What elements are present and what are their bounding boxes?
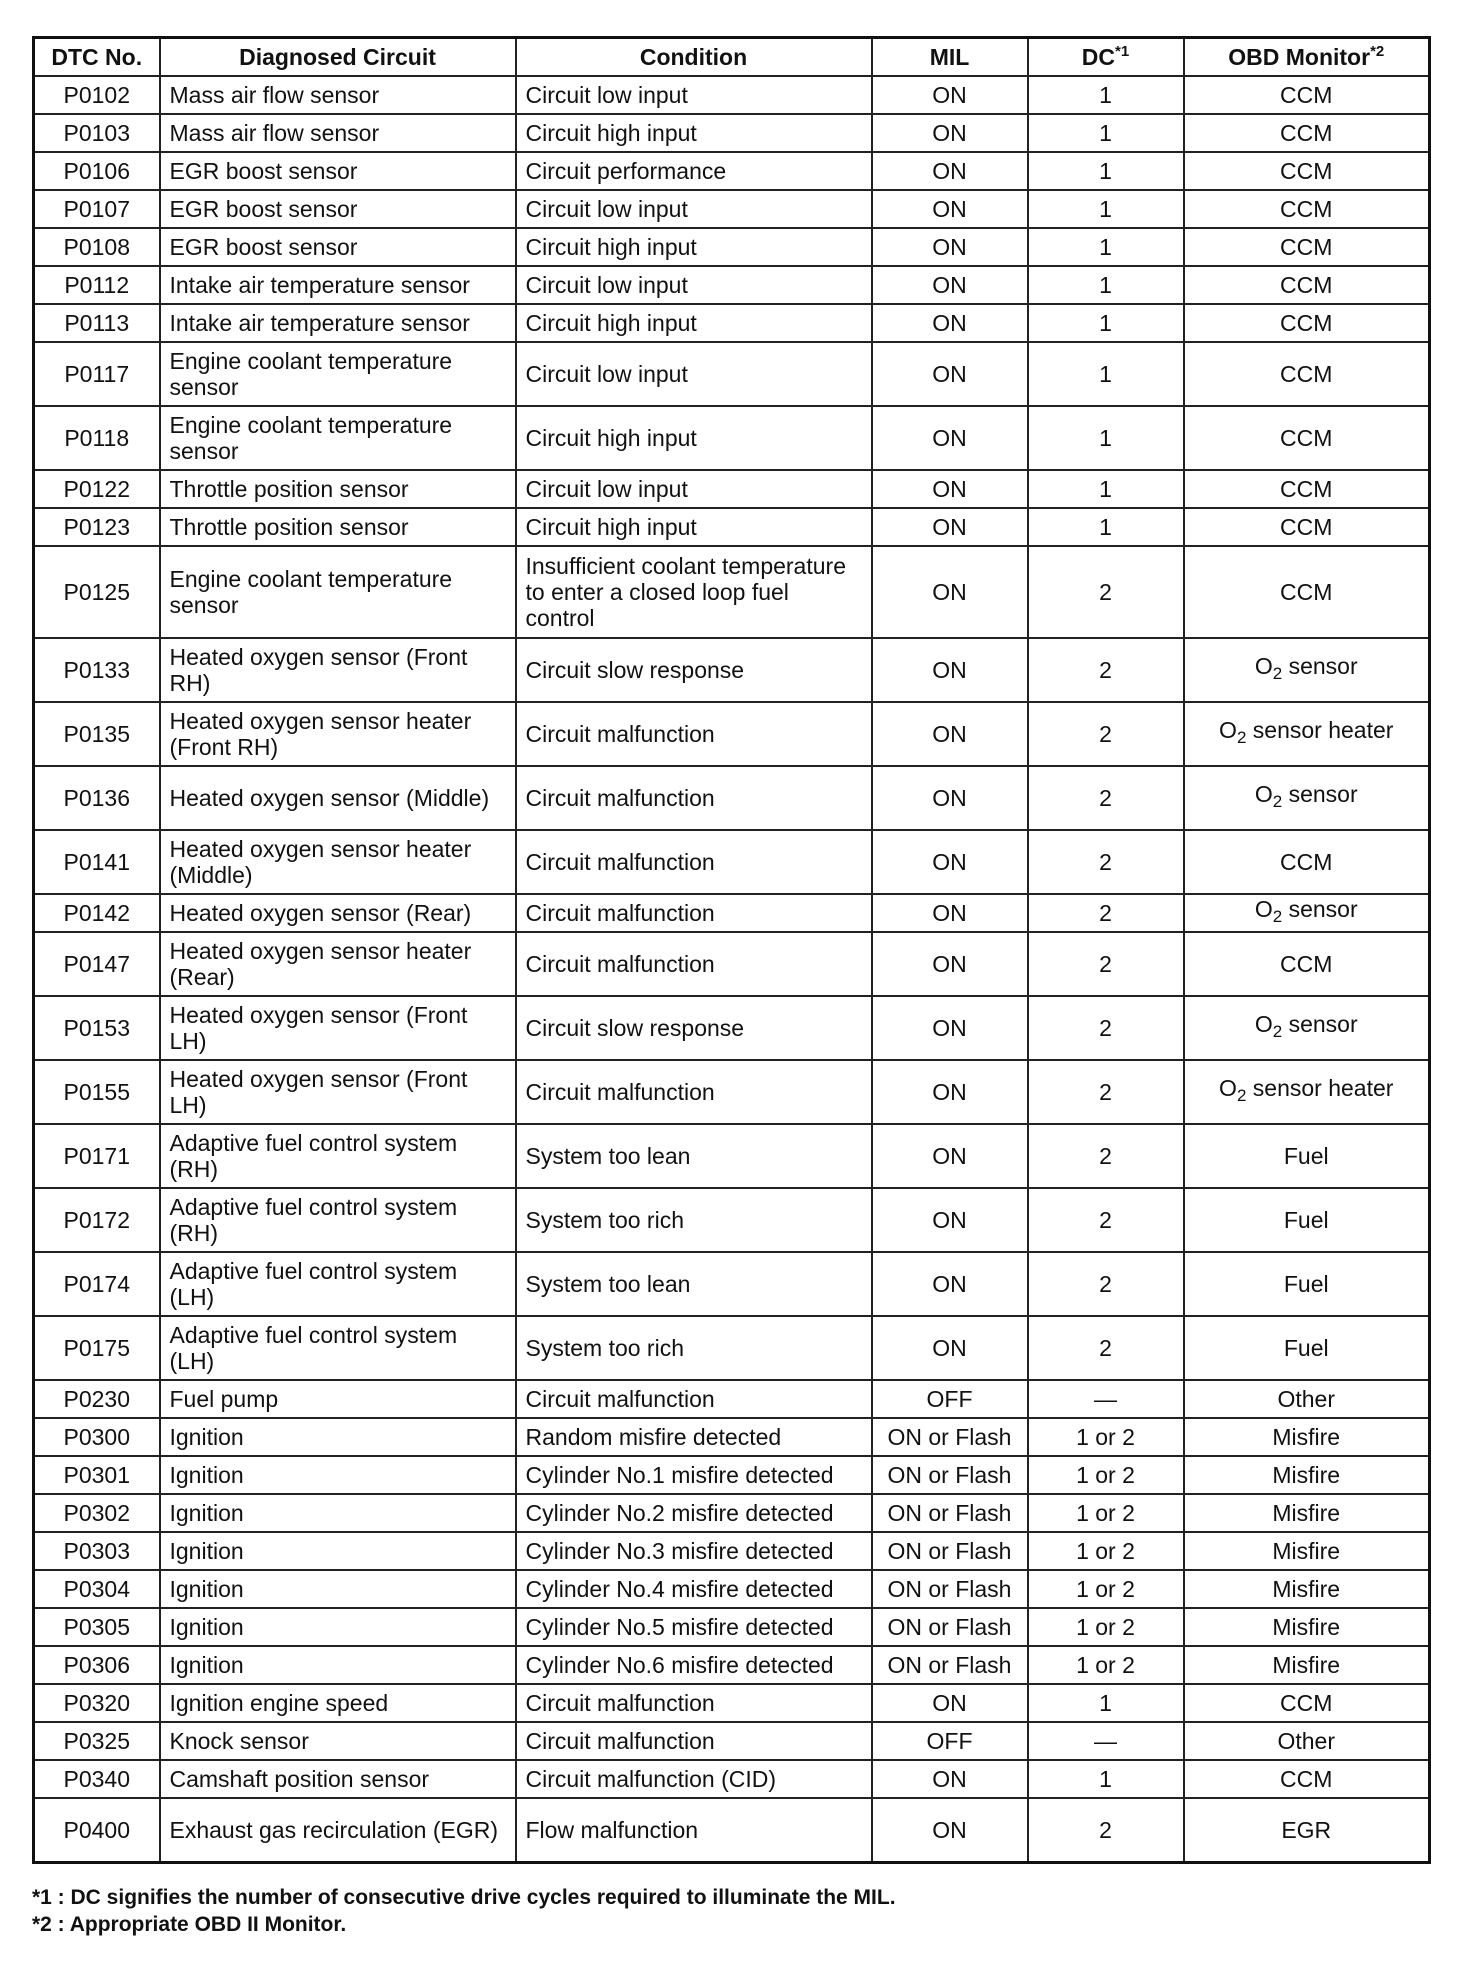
header-dc-footnote-ref: *1	[1115, 43, 1130, 60]
obd-monitor-cell: CCM	[1184, 114, 1430, 152]
condition-cell: Circuit malfunction	[516, 932, 872, 996]
dtc-code-cell: P0304	[34, 1570, 160, 1608]
obd-monitor-cell: CCM	[1184, 1684, 1430, 1722]
header-mil: MIL	[872, 38, 1028, 77]
dc-cell: 1	[1028, 406, 1184, 470]
dc-cell: —	[1028, 1722, 1184, 1760]
table-row	[34, 932, 1430, 996]
dc-cell: 1 or 2	[1028, 1418, 1184, 1456]
dtc-table-body	[34, 76, 1430, 1863]
condition-cell: Circuit performance	[516, 152, 872, 190]
diagnosed-circuit-cell: EGR boost sensor	[160, 228, 516, 266]
dtc-code-cell: P0133	[34, 638, 160, 702]
table-row	[34, 830, 1430, 894]
mil-cell: ON	[872, 508, 1028, 546]
dtc-code-cell: P0305	[34, 1608, 160, 1646]
obd-monitor-cell: CCM	[1184, 546, 1430, 638]
table-row	[34, 996, 1430, 1060]
mil-cell: ON	[872, 190, 1028, 228]
obd-monitor-cell: CCM	[1184, 76, 1430, 114]
dtc-code-cell: P0107	[34, 190, 160, 228]
obd-monitor-cell: CCM	[1184, 932, 1430, 996]
table-row	[34, 702, 1430, 766]
mil-cell: ON	[872, 996, 1028, 1060]
table-row	[34, 1722, 1430, 1760]
mil-cell: ON or Flash	[872, 1608, 1028, 1646]
dtc-code-cell: P0340	[34, 1760, 160, 1798]
diagnosed-circuit-cell: Throttle position sensor	[160, 470, 516, 508]
dc-cell: 2	[1028, 894, 1184, 932]
dtc-code-cell: P0117	[34, 342, 160, 406]
header-obd-footnote-ref: *2	[1370, 43, 1385, 60]
table-row	[34, 894, 1430, 932]
condition-cell: Insufficient coolant temperature to enter a closed loop fuel control	[516, 546, 872, 638]
mil-cell: ON or Flash	[872, 1456, 1028, 1494]
diagnosed-circuit-cell: Adaptive fuel control system (LH)	[160, 1316, 516, 1380]
mil-cell: ON	[872, 266, 1028, 304]
dtc-code-cell: P0108	[34, 228, 160, 266]
dtc-code-cell: P0300	[34, 1418, 160, 1456]
diagnosed-circuit-cell: Heated oxygen sensor (Middle)	[160, 766, 516, 830]
obd-monitor-cell: CCM	[1184, 304, 1430, 342]
mil-cell: ON	[872, 76, 1028, 114]
obd-monitor-cell: CCM	[1184, 342, 1430, 406]
dc-cell: 1	[1028, 76, 1184, 114]
diagnosed-circuit-cell: Heated oxygen sensor (Rear)	[160, 894, 516, 932]
dc-cell: 1 or 2	[1028, 1608, 1184, 1646]
obd-monitor-cell: Fuel	[1184, 1124, 1430, 1188]
diagnosed-circuit-cell: Ignition engine speed	[160, 1684, 516, 1722]
table-row	[34, 1124, 1430, 1188]
condition-cell: Random misfire detected	[516, 1418, 872, 1456]
diagnosed-circuit-cell: Adaptive fuel control system (RH)	[160, 1188, 516, 1252]
footnote-2: *2 : Appropriate OBD II Monitor.	[32, 1913, 347, 1936]
mil-cell: ON	[872, 546, 1028, 638]
mil-cell: ON	[872, 152, 1028, 190]
document-page	[32, 36, 1428, 1938]
condition-cell: Circuit malfunction	[516, 702, 872, 766]
condition-cell: Cylinder No.2 misfire detected	[516, 1494, 872, 1532]
table-row	[34, 1684, 1430, 1722]
obd-monitor-cell: Misfire	[1184, 1532, 1430, 1570]
condition-cell: System too rich	[516, 1188, 872, 1252]
diagnosed-circuit-cell: Exhaust gas recirculation (EGR)	[160, 1798, 516, 1863]
mil-cell: ON	[872, 1188, 1028, 1252]
dtc-code-cell: P0306	[34, 1646, 160, 1684]
dtc-code-cell: P0153	[34, 996, 160, 1060]
obd-monitor-cell: Misfire	[1184, 1494, 1430, 1532]
mil-cell: ON	[872, 766, 1028, 830]
dc-cell: 2	[1028, 1124, 1184, 1188]
condition-cell: System too rich	[516, 1316, 872, 1380]
diagnosed-circuit-cell: Ignition	[160, 1532, 516, 1570]
dtc-code-cell: P0147	[34, 932, 160, 996]
obd-monitor-cell: Misfire	[1184, 1418, 1430, 1456]
table-row	[34, 546, 1430, 638]
mil-cell: ON or Flash	[872, 1570, 1028, 1608]
condition-cell: Circuit malfunction	[516, 1722, 872, 1760]
condition-cell: Cylinder No.5 misfire detected	[516, 1608, 872, 1646]
diagnosed-circuit-cell: Heated oxygen sensor heater (Rear)	[160, 932, 516, 996]
condition-cell: System too lean	[516, 1252, 872, 1316]
diagnosed-circuit-cell: Heated oxygen sensor (Front RH)	[160, 638, 516, 702]
condition-cell: Circuit malfunction	[516, 1380, 872, 1418]
dc-cell: 2	[1028, 932, 1184, 996]
diagnosed-circuit-cell: Engine coolant temperature sensor	[160, 546, 516, 638]
obd-monitor-cell: $O_2$ sensor	[1184, 638, 1430, 702]
condition-cell: Cylinder No.1 misfire detected	[516, 1456, 872, 1494]
obd-monitor-cell: $O_2$ sensor	[1184, 996, 1430, 1060]
table-row	[34, 1760, 1430, 1798]
dc-cell: 1 or 2	[1028, 1494, 1184, 1532]
mil-cell: ON	[872, 1124, 1028, 1188]
dc-cell: 2	[1028, 766, 1184, 830]
dtc-code-cell: P0142	[34, 894, 160, 932]
diagnosed-circuit-cell: Fuel pump	[160, 1380, 516, 1418]
dc-cell: 1	[1028, 1684, 1184, 1722]
obd-monitor-cell: Other	[1184, 1722, 1430, 1760]
mil-cell: ON	[872, 1316, 1028, 1380]
mil-cell: ON	[872, 1684, 1028, 1722]
condition-cell: Cylinder No.6 misfire detected	[516, 1646, 872, 1684]
dtc-code-cell: P0102	[34, 76, 160, 114]
obd-monitor-cell: CCM	[1184, 470, 1430, 508]
obd-monitor-cell: Misfire	[1184, 1608, 1430, 1646]
condition-cell: Circuit malfunction (CID)	[516, 1760, 872, 1798]
condition-cell: Circuit malfunction	[516, 766, 872, 830]
obd-monitor-cell: Misfire	[1184, 1570, 1430, 1608]
dc-cell: 1 or 2	[1028, 1456, 1184, 1494]
condition-cell: Circuit slow response	[516, 638, 872, 702]
table-row	[34, 114, 1430, 152]
mil-cell: ON	[872, 638, 1028, 702]
table-row	[34, 1060, 1430, 1124]
table-row	[34, 470, 1430, 508]
obd-monitor-cell: EGR	[1184, 1798, 1430, 1863]
diagnosed-circuit-cell: Adaptive fuel control system (RH)	[160, 1124, 516, 1188]
table-row	[34, 1252, 1430, 1316]
obd-monitor-cell: $O_2$ sensor	[1184, 766, 1430, 830]
dc-cell: 1	[1028, 1760, 1184, 1798]
dc-cell: 2	[1028, 546, 1184, 638]
diagnosed-circuit-cell: Heated oxygen sensor heater (Front RH)	[160, 702, 516, 766]
mil-cell: ON	[872, 342, 1028, 406]
condition-cell: Circuit malfunction	[516, 1684, 872, 1722]
obd-monitor-cell: Fuel	[1184, 1316, 1430, 1380]
header-dc-label: DC	[1081, 44, 1116, 70]
dtc-code-cell: P0135	[34, 702, 160, 766]
condition-cell: Circuit malfunction	[516, 830, 872, 894]
header-dtc-no: DTC No.	[34, 38, 160, 77]
mil-cell: OFF	[872, 1380, 1028, 1418]
table-row	[34, 1418, 1430, 1456]
obd-monitor-cell: Misfire	[1184, 1456, 1430, 1494]
table-row	[34, 1570, 1430, 1608]
table-row	[34, 1798, 1430, 1863]
mil-cell: ON	[872, 932, 1028, 996]
table-row	[34, 342, 1430, 406]
condition-cell: Cylinder No.3 misfire detected	[516, 1532, 872, 1570]
condition-cell: Circuit high input	[516, 114, 872, 152]
mil-cell: ON	[872, 1760, 1028, 1798]
dc-cell: 1	[1028, 266, 1184, 304]
obd-monitor-cell: CCM	[1184, 152, 1430, 190]
condition-cell: Circuit slow response	[516, 996, 872, 1060]
mil-cell: ON	[872, 470, 1028, 508]
table-row	[34, 266, 1430, 304]
dtc-code-cell: P0103	[34, 114, 160, 152]
dc-cell: 2	[1028, 1252, 1184, 1316]
diagnosed-circuit-cell: Throttle position sensor	[160, 508, 516, 546]
condition-cell: Circuit low input	[516, 470, 872, 508]
mil-cell: ON	[872, 830, 1028, 894]
dtc-code-cell: P0175	[34, 1316, 160, 1380]
mil-cell: ON	[872, 702, 1028, 766]
obd-monitor-cell: CCM	[1184, 190, 1430, 228]
dtc-code-cell: P0141	[34, 830, 160, 894]
table-row	[34, 304, 1430, 342]
condition-cell: Flow malfunction	[516, 1798, 872, 1863]
mil-cell: ON	[872, 1798, 1028, 1863]
dc-cell: 2	[1028, 1798, 1184, 1863]
mil-cell: ON	[872, 894, 1028, 932]
dc-cell: 1	[1028, 508, 1184, 546]
table-row	[34, 190, 1430, 228]
footnote-1: *1 : DC signifies the number of consecutive drive cycles required to illuminate the MIL.	[32, 1886, 896, 1909]
table-header-row	[34, 38, 1430, 77]
diagnosed-circuit-cell: Ignition	[160, 1456, 516, 1494]
diagnosed-circuit-cell: Ignition	[160, 1646, 516, 1684]
dtc-code-cell: P0118	[34, 406, 160, 470]
obd-monitor-cell: CCM	[1184, 228, 1430, 266]
obd-monitor-cell: CCM	[1184, 1760, 1430, 1798]
dc-cell: —	[1028, 1380, 1184, 1418]
obd-monitor-cell: $O_2$ sensor	[1184, 894, 1430, 932]
table-row	[34, 1646, 1430, 1684]
diagnosed-circuit-cell: Heated oxygen sensor heater (Middle)	[160, 830, 516, 894]
diagnosed-circuit-cell: Ignition	[160, 1608, 516, 1646]
mil-cell: ON or Flash	[872, 1494, 1028, 1532]
dtc-code-cell: P0230	[34, 1380, 160, 1418]
dc-cell: 1 or 2	[1028, 1570, 1184, 1608]
dc-cell: 2	[1028, 1188, 1184, 1252]
dtc-code-cell: P0172	[34, 1188, 160, 1252]
condition-cell: System too lean	[516, 1124, 872, 1188]
dtc-code-cell: P0113	[34, 304, 160, 342]
condition-cell: Circuit high input	[516, 228, 872, 266]
dtc-code-cell: P0123	[34, 508, 160, 546]
dtc-code-cell: P0400	[34, 1798, 160, 1863]
mil-cell: ON or Flash	[872, 1532, 1028, 1570]
dc-cell: 1	[1028, 304, 1184, 342]
diagnosed-circuit-cell: Mass air flow sensor	[160, 76, 516, 114]
table-row	[34, 1532, 1430, 1570]
diagnosed-circuit-cell: Heated oxygen sensor (Front LH)	[160, 1060, 516, 1124]
dc-cell: 2	[1028, 830, 1184, 894]
obd-monitor-cell: Fuel	[1184, 1188, 1430, 1252]
condition-cell: Cylinder No.4 misfire detected	[516, 1570, 872, 1608]
obd-monitor-cell: Other	[1184, 1380, 1430, 1418]
diagnosed-circuit-cell: EGR boost sensor	[160, 190, 516, 228]
dtc-code-cell: P0174	[34, 1252, 160, 1316]
table-row	[34, 1494, 1430, 1532]
diagnosed-circuit-cell: Ignition	[160, 1570, 516, 1608]
mil-cell: ON	[872, 114, 1028, 152]
dtc-code-cell: P0320	[34, 1684, 160, 1722]
obd-monitor-cell: CCM	[1184, 406, 1430, 470]
table-row	[34, 1188, 1430, 1252]
diagnosed-circuit-cell: Camshaft position sensor	[160, 1760, 516, 1798]
table-row	[34, 406, 1430, 470]
dtc-code-cell: P0106	[34, 152, 160, 190]
dc-cell: 1	[1028, 342, 1184, 406]
obd-monitor-cell: Misfire	[1184, 1646, 1430, 1684]
table-row	[34, 228, 1430, 266]
mil-cell: ON	[872, 228, 1028, 266]
table-row	[34, 508, 1430, 546]
mil-cell: ON	[872, 304, 1028, 342]
diagnosed-circuit-cell: Intake air temperature sensor	[160, 304, 516, 342]
dc-cell: 2	[1028, 638, 1184, 702]
dc-cell: 1	[1028, 114, 1184, 152]
condition-cell: Circuit low input	[516, 266, 872, 304]
dc-cell: 2	[1028, 996, 1184, 1060]
dc-cell: 1	[1028, 190, 1184, 228]
diagnosed-circuit-cell: Ignition	[160, 1494, 516, 1532]
diagnosed-circuit-cell: EGR boost sensor	[160, 152, 516, 190]
obd-monitor-cell: CCM	[1184, 508, 1430, 546]
dtc-code-cell: P0325	[34, 1722, 160, 1760]
dc-cell: 1 or 2	[1028, 1532, 1184, 1570]
mil-cell: ON or Flash	[872, 1418, 1028, 1456]
dc-cell: 2	[1028, 1060, 1184, 1124]
diagnosed-circuit-cell: Engine coolant temperature sensor	[160, 342, 516, 406]
obd-monitor-cell: Fuel	[1184, 1252, 1430, 1316]
condition-cell: Circuit high input	[516, 304, 872, 342]
dc-cell: 2	[1028, 1316, 1184, 1380]
dtc-code-cell: P0302	[34, 1494, 160, 1532]
table-row	[34, 638, 1430, 702]
table-row	[34, 1316, 1430, 1380]
condition-cell: Circuit low input	[516, 342, 872, 406]
dtc-code-cell: P0155	[34, 1060, 160, 1124]
mil-cell: OFF	[872, 1722, 1028, 1760]
dc-cell: 2	[1028, 702, 1184, 766]
condition-cell: Circuit low input	[516, 76, 872, 114]
table-row	[34, 1380, 1430, 1418]
dc-cell: 1	[1028, 228, 1184, 266]
header-obd-label: OBD Monitor	[1228, 44, 1371, 70]
header-obd-monitor	[1184, 38, 1430, 77]
obd-monitor-cell: CCM	[1184, 830, 1430, 894]
obd-monitor-cell: $O_2$ sensor heater	[1184, 702, 1430, 766]
dc-cell: 1	[1028, 152, 1184, 190]
dtc-code-cell: P0301	[34, 1456, 160, 1494]
diagnosed-circuit-cell: Mass air flow sensor	[160, 114, 516, 152]
header-diagnosed-circuit: Diagnosed Circuit	[160, 38, 516, 77]
condition-cell: Circuit high input	[516, 406, 872, 470]
condition-cell: Circuit high input	[516, 508, 872, 546]
dtc-table	[32, 36, 1431, 1864]
condition-cell: Circuit low input	[516, 190, 872, 228]
table-row	[34, 1608, 1430, 1646]
dtc-code-cell: P0171	[34, 1124, 160, 1188]
mil-cell: ON	[872, 1252, 1028, 1316]
footnotes	[32, 1884, 1428, 1938]
table-row	[34, 152, 1430, 190]
header-condition: Condition	[516, 38, 872, 77]
obd-monitor-cell: CCM	[1184, 266, 1430, 304]
table-row	[34, 76, 1430, 114]
dtc-code-cell: P0122	[34, 470, 160, 508]
condition-cell: Circuit malfunction	[516, 1060, 872, 1124]
table-row	[34, 766, 1430, 830]
diagnosed-circuit-cell: Ignition	[160, 1418, 516, 1456]
table-row	[34, 1456, 1430, 1494]
diagnosed-circuit-cell: Heated oxygen sensor (Front LH)	[160, 996, 516, 1060]
mil-cell: ON or Flash	[872, 1646, 1028, 1684]
dtc-code-cell: P0112	[34, 266, 160, 304]
dtc-code-cell: P0303	[34, 1532, 160, 1570]
condition-cell: Circuit malfunction	[516, 894, 872, 932]
header-dc	[1028, 38, 1184, 77]
dc-cell: 1 or 2	[1028, 1646, 1184, 1684]
dtc-code-cell: P0136	[34, 766, 160, 830]
diagnosed-circuit-cell: Knock sensor	[160, 1722, 516, 1760]
diagnosed-circuit-cell: Engine coolant temperature sensor	[160, 406, 516, 470]
dtc-code-cell: P0125	[34, 546, 160, 638]
mil-cell: ON	[872, 1060, 1028, 1124]
diagnosed-circuit-cell: Intake air temperature sensor	[160, 266, 516, 304]
obd-monitor-cell: $O_2$ sensor heater	[1184, 1060, 1430, 1124]
mil-cell: ON	[872, 406, 1028, 470]
diagnosed-circuit-cell: Adaptive fuel control system (LH)	[160, 1252, 516, 1316]
dc-cell: 1	[1028, 470, 1184, 508]
